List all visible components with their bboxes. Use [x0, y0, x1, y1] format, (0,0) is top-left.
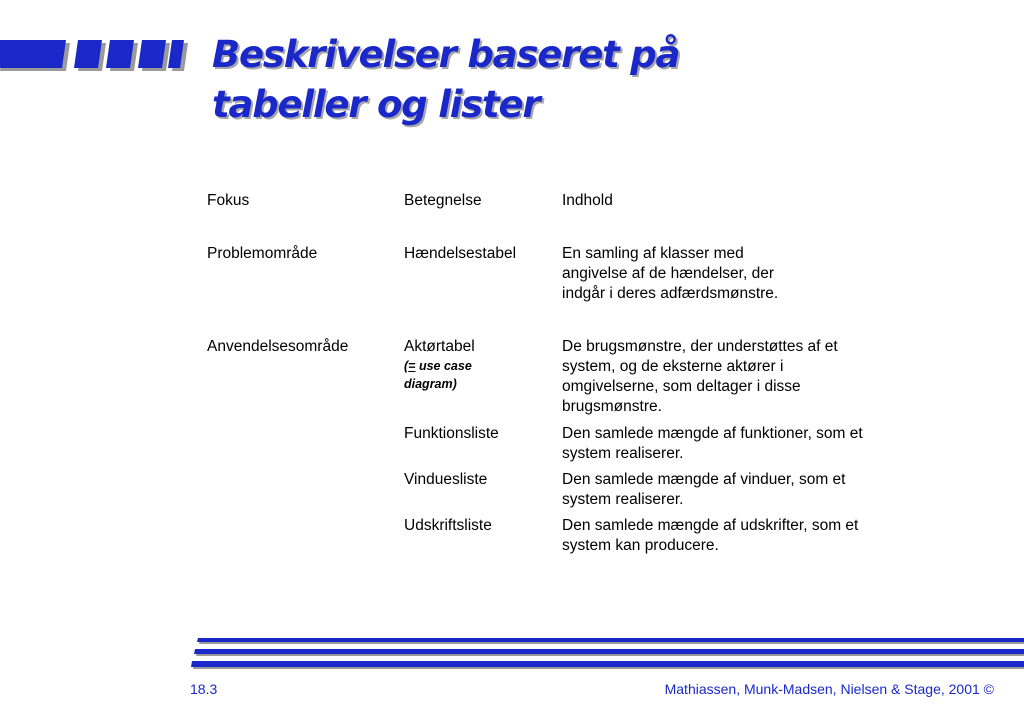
note-line-1: use case — [415, 359, 472, 373]
cell-name-text: Aktørtabel — [404, 338, 475, 355]
content-line: omgivelserne, som deltager i disse — [562, 378, 801, 395]
content-line: brugsmønstre. — [562, 398, 662, 415]
content-line: Den samlede mængde af vinduer, som et — [562, 471, 846, 488]
slide-title-line-1: Beskrivelser baseret på — [212, 33, 680, 76]
slide-title-line-2: tabeller og lister — [212, 83, 540, 126]
cell-name — [404, 337, 475, 393]
content-line: indgår i deres adfærdsmønstre. — [562, 285, 779, 302]
cell-content — [562, 244, 778, 304]
copyright-text: Mathiassen, Munk-Madsen, Nielsen & Stage, 2001 © — [664, 681, 994, 697]
footer-stripes — [190, 634, 1024, 674]
cell-focus: Problemområde — [207, 245, 318, 262]
content-line: system kan producere. — [562, 537, 719, 554]
content-line: angivelse af de hændelser, der — [562, 265, 774, 282]
cell-content — [562, 470, 845, 510]
note-line-2: diagram) — [404, 377, 457, 391]
slide-title — [212, 30, 679, 130]
content-line: Den samlede mængde af udskrifter, som et — [562, 517, 859, 534]
cell-name: Udskriftsliste — [404, 517, 492, 534]
cell-focus: Anvendelsesområde — [207, 338, 349, 355]
content-line: En samling af klasser med — [562, 245, 744, 262]
content-line: system, og de eksterne aktører i — [562, 358, 784, 375]
content-line: Den samlede mængde af funktioner, som et — [562, 425, 863, 442]
slide-number: 18.3 — [190, 681, 218, 697]
header-logo-blocks — [0, 40, 190, 76]
cell-content — [562, 424, 863, 464]
header-content: Indhold — [562, 192, 613, 209]
content-line: De brugsmønstre, der understøttes af et — [562, 338, 838, 355]
content-line: system realiserer. — [562, 491, 684, 508]
header-name: Betegnelse — [404, 192, 482, 209]
cell-name: Vinduesliste — [404, 471, 488, 488]
cell-content — [562, 516, 858, 556]
cell-name: Funktionsliste — [404, 425, 499, 442]
content-line: system realiserer. — [562, 445, 684, 462]
header-focus: Fokus — [207, 192, 250, 209]
cell-content — [562, 337, 838, 417]
cell-name: Hændelsestabel — [404, 245, 517, 262]
note-equals: = — [408, 359, 416, 373]
use-case-note — [404, 357, 475, 375]
note-prefix: ( — [404, 359, 409, 373]
